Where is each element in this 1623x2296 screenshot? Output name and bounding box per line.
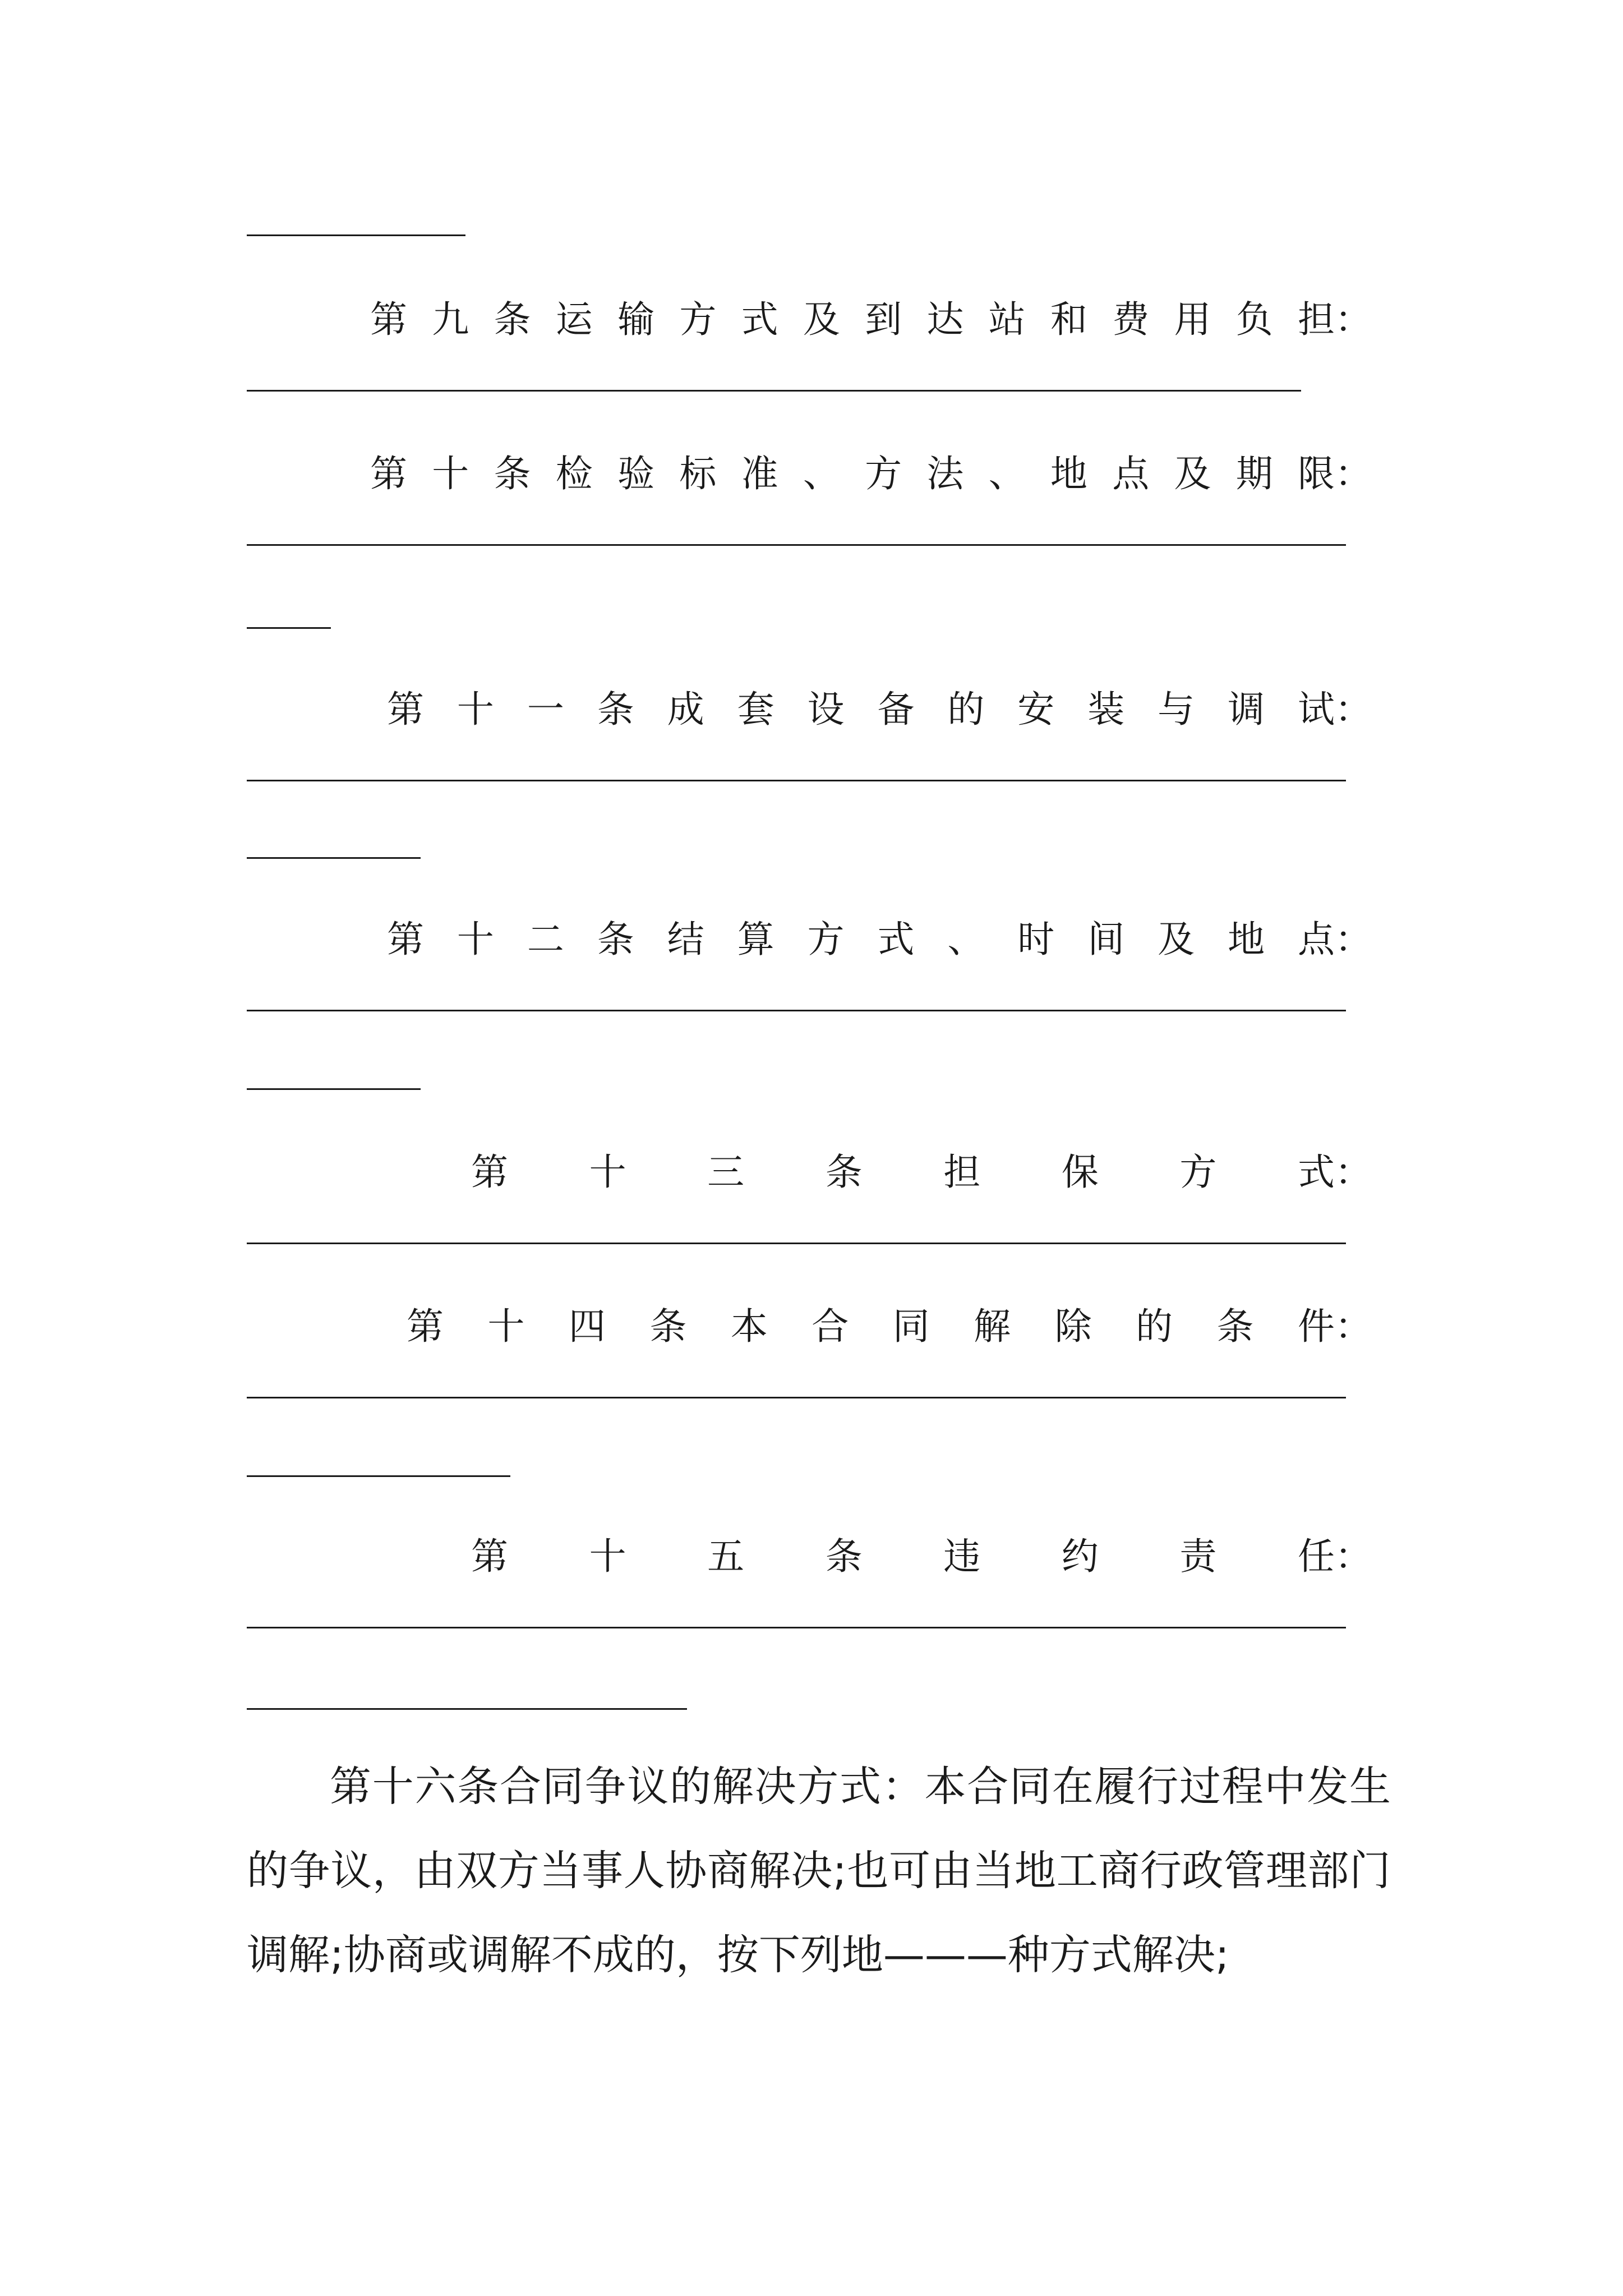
article-10-colon: ：: [1335, 452, 1372, 495]
article-12-label: [387, 912, 1335, 968]
article-9-label: [370, 292, 1335, 348]
heading-char: 输: [617, 298, 655, 341]
heading-char: 设: [807, 688, 845, 731]
heading-char: 第: [407, 1305, 444, 1348]
heading-char: 违: [943, 1535, 981, 1578]
article-13-heading: [247, 1144, 1372, 1200]
heading-char: 责: [1179, 1535, 1217, 1578]
heading-char: 第: [370, 298, 407, 341]
heading-char: 点: [1112, 452, 1150, 495]
heading-char: 同: [892, 1305, 930, 1348]
article-11-heading: [247, 682, 1372, 738]
article-14-heading: [247, 1299, 1372, 1355]
heading-char: 条: [494, 452, 531, 495]
heading-char: 第: [471, 1535, 508, 1578]
blank-fill-line: [247, 390, 1301, 392]
heading-char: 运: [555, 298, 593, 341]
heading-char: 任: [1297, 1535, 1335, 1578]
heading-char: 调: [1228, 688, 1265, 731]
heading-char: 条: [1216, 1305, 1254, 1348]
article-11-label: [387, 682, 1335, 738]
heading-char: 结: [667, 918, 704, 961]
heading-char: 四: [568, 1305, 606, 1348]
heading-char: 负: [1235, 298, 1273, 341]
heading-char: 式: [877, 918, 915, 961]
heading-char: 条: [649, 1305, 687, 1348]
heading-char: 式: [1297, 1151, 1335, 1194]
heading-char: 算: [737, 918, 774, 961]
blank-fill-line: [247, 1475, 510, 1477]
article-10-label: [370, 446, 1335, 502]
article-13-label: [471, 1144, 1335, 1200]
heading-char: 条: [494, 298, 531, 341]
heading-char: 套: [737, 688, 774, 731]
heading-char: 五: [707, 1535, 745, 1578]
heading-char: 到: [865, 298, 902, 341]
article-13-colon: ：: [1335, 1151, 1372, 1194]
heading-char: 及: [1158, 918, 1195, 961]
heading-char: 十: [457, 688, 494, 731]
heading-char: 成: [667, 688, 704, 731]
heading-char: 条: [825, 1151, 863, 1194]
heading-char: 标: [679, 452, 717, 495]
blank-fill-line: [247, 780, 1346, 781]
heading-char: 第: [387, 688, 424, 731]
article-10-heading: [247, 446, 1372, 502]
heading-char: 限: [1297, 452, 1335, 495]
heading-char: 和: [1050, 298, 1087, 341]
heading-char: 担: [943, 1151, 981, 1194]
heading-char: 间: [1087, 918, 1125, 961]
heading-char: 时: [1017, 918, 1055, 961]
blank-fill-line: [247, 1243, 1346, 1244]
heading-char: 解: [974, 1305, 1011, 1348]
heading-char: 十: [487, 1305, 525, 1348]
blank-fill-line: [247, 857, 421, 859]
heading-char: 十: [457, 918, 494, 961]
article-9-colon: ：: [1335, 298, 1372, 341]
article-16-paragraph: 第十六条合同争议的解决方式：本合同在履行过程中发生的争议，由双方当事人协商解决;也可由当地工商行政管理部门调解;协商或调解不成的，按下列地———种方式解决;: [247, 1763, 1391, 1979]
heading-char: 十: [432, 452, 469, 495]
article-12-heading: [247, 912, 1372, 968]
heading-char: 准: [741, 452, 778, 495]
heading-char: 、: [803, 452, 840, 495]
heading-char: 地: [1050, 452, 1087, 495]
heading-char: 二: [527, 918, 564, 961]
heading-char: 、: [988, 452, 1026, 495]
blank-fill-line: [247, 1708, 687, 1710]
heading-char: 达: [926, 298, 964, 341]
heading-char: 合: [811, 1305, 849, 1348]
heading-char: 保: [1061, 1151, 1099, 1194]
heading-char: 法: [926, 452, 964, 495]
article-15-heading: [247, 1529, 1372, 1585]
heading-char: 装: [1087, 688, 1125, 731]
blank-fill-line: [247, 1397, 1346, 1398]
blank-fill-line: [247, 1010, 1346, 1011]
heading-char: 期: [1235, 452, 1273, 495]
heading-char: 条: [597, 918, 634, 961]
heading-char: 件: [1297, 1305, 1335, 1348]
heading-char: 验: [617, 452, 655, 495]
heading-char: 一: [527, 688, 564, 731]
heading-char: 站: [988, 298, 1026, 341]
heading-char: 地: [1228, 918, 1265, 961]
heading-char: 条: [597, 688, 634, 731]
heading-char: 方: [1179, 1151, 1217, 1194]
heading-char: 及: [803, 298, 840, 341]
heading-char: 方: [807, 918, 845, 961]
article-12-colon: ：: [1335, 918, 1372, 961]
heading-char: 式: [741, 298, 778, 341]
heading-char: 用: [1174, 298, 1211, 341]
heading-char: 试: [1297, 688, 1335, 731]
heading-char: 担: [1297, 298, 1335, 341]
heading-char: 第: [471, 1151, 508, 1194]
article-11-colon: ：: [1335, 688, 1372, 731]
heading-char: 第: [370, 452, 407, 495]
blank-fill-line: [247, 234, 465, 236]
heading-char: 除: [1054, 1305, 1092, 1348]
heading-char: 费: [1112, 298, 1150, 341]
blank-fill-line: [247, 1088, 421, 1090]
article-9-heading: [247, 292, 1372, 348]
heading-char: 方: [865, 452, 902, 495]
heading-char: 第: [387, 918, 424, 961]
heading-char: 九: [432, 298, 469, 341]
heading-char: 条: [825, 1535, 863, 1578]
heading-char: 的: [947, 688, 985, 731]
heading-char: 安: [1017, 688, 1055, 731]
heading-char: 及: [1174, 452, 1211, 495]
heading-char: 约: [1061, 1535, 1099, 1578]
heading-char: 与: [1158, 688, 1195, 731]
heading-char: 备: [877, 688, 915, 731]
heading-char: 、: [947, 918, 985, 961]
article-14-colon: ：: [1335, 1305, 1372, 1348]
blank-fill-line: [247, 1627, 1346, 1628]
heading-char: 的: [1136, 1305, 1173, 1348]
heading-char: 十: [589, 1151, 626, 1194]
heading-char: 三: [707, 1151, 745, 1194]
article-15-label: [471, 1529, 1335, 1585]
heading-char: 本: [730, 1305, 768, 1348]
blank-fill-line: [247, 544, 1346, 546]
heading-char: 检: [555, 452, 593, 495]
heading-char: 方: [679, 298, 717, 341]
heading-char: 十: [589, 1535, 626, 1578]
heading-char: 点: [1297, 918, 1335, 961]
article-14-label: [407, 1299, 1335, 1355]
article-15-colon: ：: [1335, 1535, 1372, 1578]
blank-fill-line: [247, 627, 331, 629]
